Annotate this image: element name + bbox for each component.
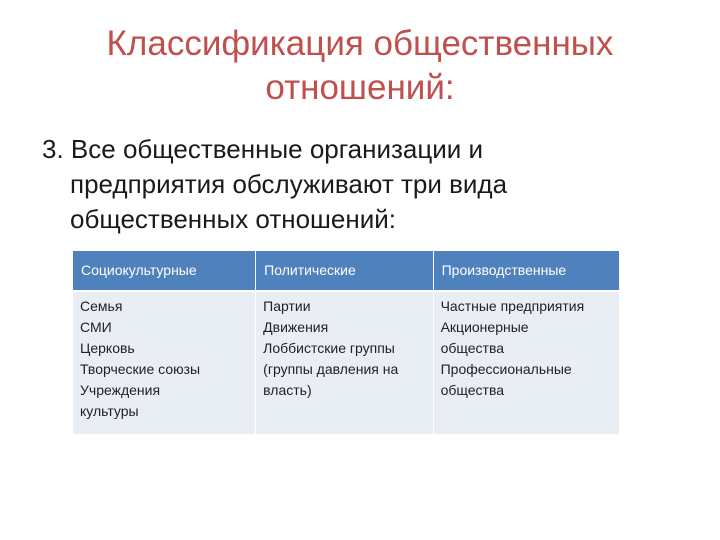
- cell-production: [433, 291, 619, 434]
- header-sociocultural: Социокультурные: [73, 251, 256, 291]
- slide-title-line-1: Классификация общественных: [106, 24, 614, 63]
- cell-political: [256, 291, 433, 434]
- body-paragraph: [42, 132, 662, 237]
- list-item: Учреждения: [80, 382, 161, 398]
- body-line-1-text: Все общественные организации и: [70, 134, 484, 164]
- list-item: Акционерные: [440, 319, 529, 335]
- list-item: Творческие союзы: [80, 361, 201, 377]
- list-item: СМИ: [80, 319, 112, 335]
- list-item: Профессиональные: [440, 361, 572, 377]
- list-item: (группы давления на: [263, 361, 399, 377]
- list-item: Церковь: [80, 340, 135, 356]
- table-header-row: [73, 251, 619, 291]
- header-political: Политические: [256, 251, 433, 291]
- body-line-3: общественных отношений:: [70, 204, 396, 234]
- list-number: 3.: [42, 134, 64, 164]
- slide-title: [0, 22, 720, 110]
- table-row: [73, 291, 619, 434]
- slide-title-line-2: отношений:: [265, 68, 455, 107]
- body-line-1: [42, 132, 662, 167]
- list-item: Лоббистские группы: [263, 340, 395, 356]
- header-production: Производственные: [433, 251, 619, 291]
- relations-table: [73, 251, 619, 434]
- cell-sociocultural: [73, 291, 256, 434]
- list-item: Партии: [263, 298, 311, 314]
- list-item: Движения: [263, 319, 329, 335]
- list-item: общества: [440, 382, 505, 398]
- list-item: власть): [263, 382, 312, 398]
- list-item: Частные предприятия: [440, 298, 585, 314]
- list-item: общества: [440, 340, 505, 356]
- list-item: культуры: [80, 403, 139, 419]
- list-item: Семья: [80, 298, 123, 314]
- body-line-2: предприятия обслуживают три вида: [70, 169, 508, 199]
